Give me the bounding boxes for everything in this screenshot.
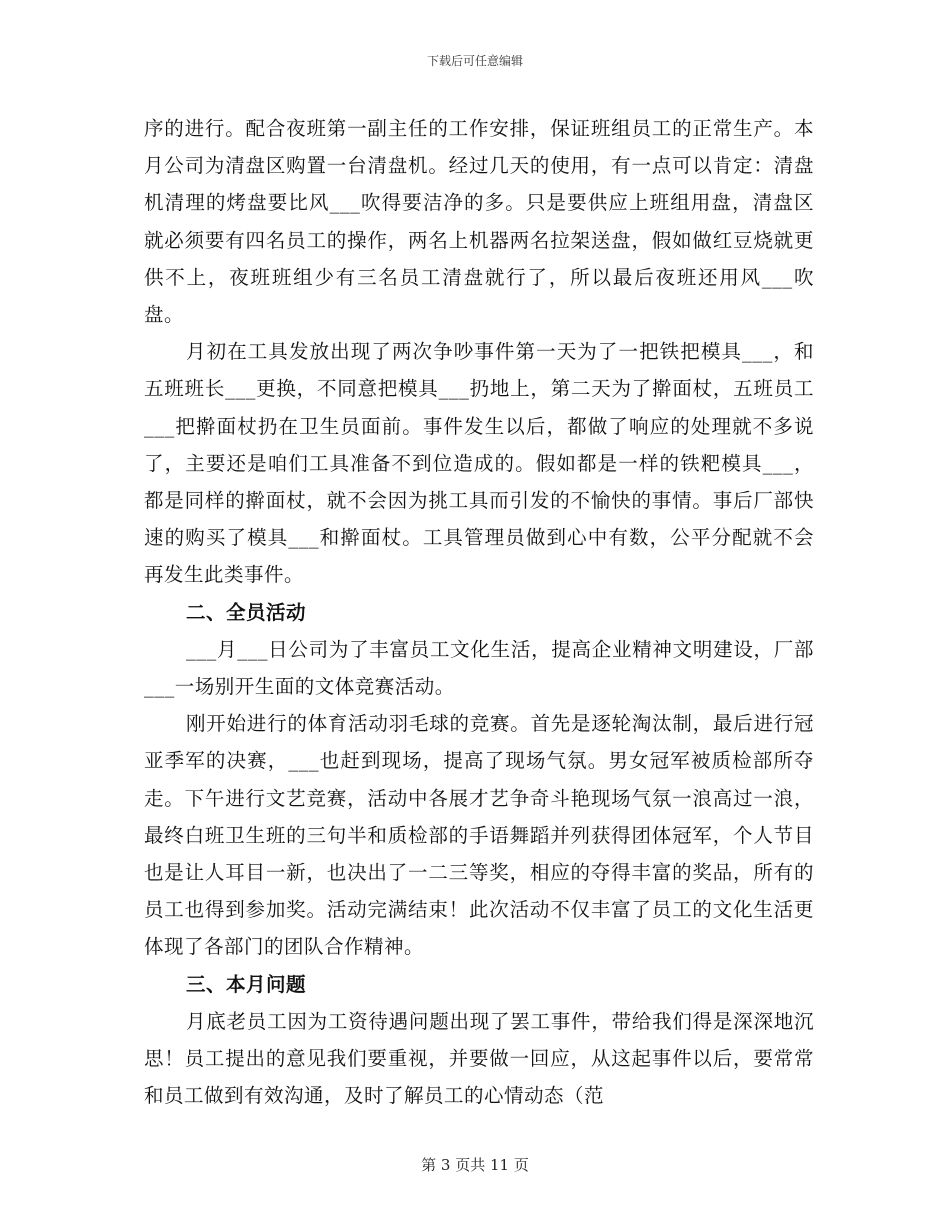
document-body xyxy=(144,110,814,1114)
page-header: 下载后可任意编辑 xyxy=(426,54,523,68)
section-heading-monthly-issues: 三、本月问题 xyxy=(186,972,307,996)
paragraph-activity-intro: ___月___日公司为了丰富员工文化生活，提高企业精神文明建设，厂部___一场别开生面的文体竞赛活动。 xyxy=(144,637,814,699)
paragraph-clearing-machine: 序的进行。配合夜班第一副主任的工作安排，保证班组员工的正常生产。本月公司为清盘区购置一台清盘机。经过几天的使用，有一点可以肯定：清盘机清理的烤盘要比风___吹得要洁净的多。只是要供应上班组用盘，清盘区就必须要有四名员工的操作，两名上机器两名拉架送盘，假如做红豆烧就更供不上，夜班班组少有三名员工清盘就行了，所以最后夜班还用风___吹盘。 xyxy=(144,117,814,327)
paragraph-strike: 月底老员工因为工资待遇问题出现了罢工事件，带给我们得是深深地沉思！员工提出的意见我们要重视，并要做一回应，从这起事件以后，要常常和员工做到有效沟通，及时了解员工的心情动态（范 xyxy=(144,1009,814,1108)
paragraph-competition: 刚开始进行的体育活动羽毛球的竞赛。首先是逐轮淘汰制，最后进行冠亚季军的决赛，___也赶到现场，提高了现场气氛。男女冠军被质检部所夺走。下午进行文艺竞赛，活动中各展才艺争奇斗艳现场气氛一浪高过一浪，最终白班卫生班的三句半和质检部的手语舞蹈并列获得团体冠军，个人节目也是让人耳目一新，也决出了一二三等奖，相应的夺得丰富的奖品，所有的员工也得到参加奖。活动完满结束！此次活动不仅丰富了员工的文化生活更体现了各部门的团队合作精神。 xyxy=(144,712,814,959)
paragraph-tool-dispute: 月初在工具发放出现了两次争吵事件第一天为了一把铁把模具___，和五班班长___更换，不同意把模具___扔地上，第二天为了擀面杖，五班员工___把擀面杖扔在卫生员面前。事件发生以后，都做了响应的处理就不多说了，主要还是咱们工具准备不到位造成的。假如都是一样的铁粑模具___，都是同样的擀面杖，就不会因为挑工具而引发的不愉快的事情。事后厂部快速的购买了模具___和擀面杖。工具管理员做到心中有数，公平分配就不会再发生此类事件。 xyxy=(144,340,814,587)
section-heading-all-staff-activity: 二、全员活动 xyxy=(186,600,307,624)
page-number: 第 3 页共 11 页 xyxy=(421,1156,529,1174)
